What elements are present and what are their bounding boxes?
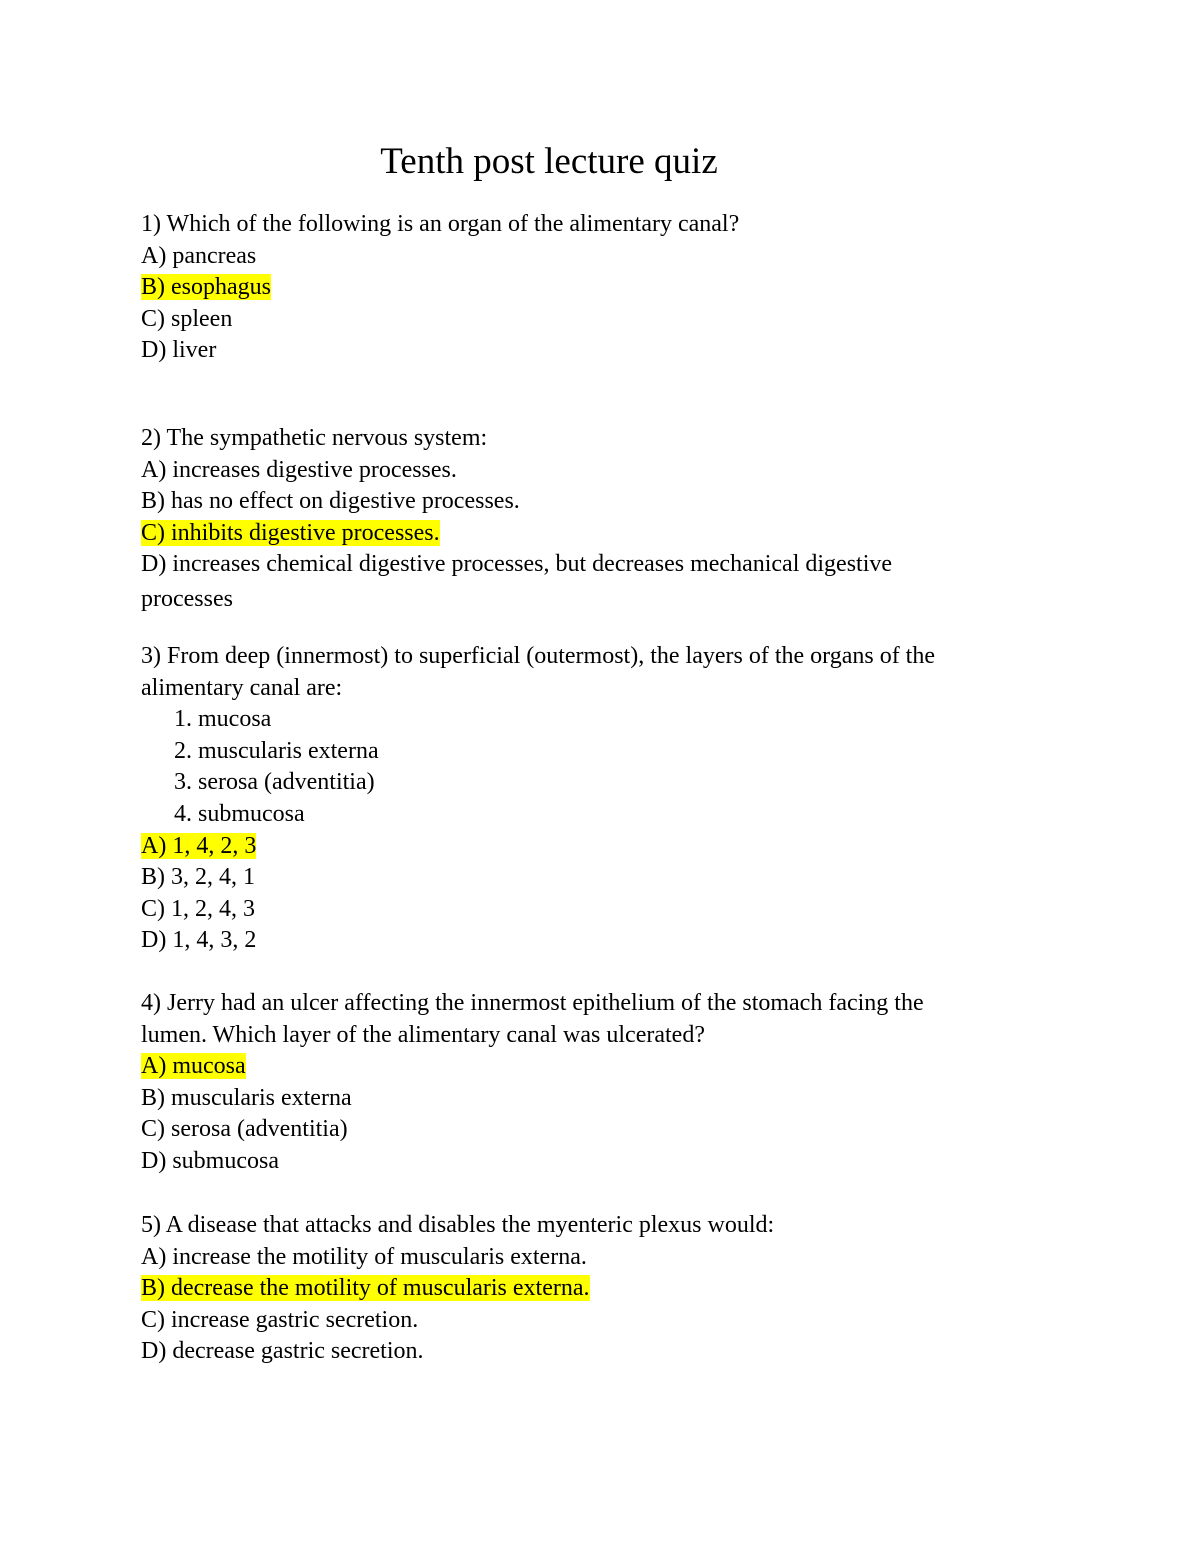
answer-option: A) increases digestive processes.: [141, 456, 457, 483]
answer-option: C) increase gastric secretion.: [141, 1306, 419, 1333]
question-stem: 2) The sympathetic nervous system:: [141, 425, 488, 451]
answer-option: D) liver: [141, 337, 217, 364]
question-stem: 5) A disease that attacks and disables the myenteric plexus would:: [141, 1212, 775, 1238]
answer-option: A) increase the motility of muscularis externa.: [141, 1243, 587, 1270]
answer-option-correct: B) esophagus: [141, 274, 271, 301]
question-stem: 3) From deep (innermost) to superficial (outermost), the layers of the organs of the: [141, 643, 936, 669]
question-3: [141, 641, 1081, 957]
answer-option: D) submucosa: [141, 1147, 279, 1174]
answer-option: C) 1, 2, 4, 3: [141, 895, 255, 922]
answer-option-continuation: processes: [141, 585, 233, 612]
question-2: [141, 423, 1081, 617]
answer-option: D) 1, 4, 3, 2: [141, 927, 257, 954]
numbered-list-item: 4. submucosa: [174, 800, 305, 827]
answer-option-correct: A) mucosa: [141, 1053, 246, 1080]
answer-option: C) spleen: [141, 305, 233, 332]
answer-option-correct: B) decrease the motility of muscularis externa.: [141, 1275, 590, 1302]
answer-option-correct: C) inhibits digestive processes.: [141, 519, 440, 546]
numbered-list-item: 3. serosa (adventitia): [174, 769, 375, 796]
answer-option-correct: A) 1, 4, 2, 3: [141, 832, 257, 859]
answer-option: B) has no effect on digestive processes.: [141, 488, 520, 515]
question-stem: 1) Which of the following is an organ of the alimentary canal?: [141, 211, 740, 237]
question-5: [141, 1210, 1081, 1368]
answer-option: D) increases chemical digestive processes, but decreases mechanical digestive: [141, 551, 893, 578]
answer-option: C) serosa (adventitia): [141, 1116, 348, 1143]
numbered-list-item: 1. mucosa: [174, 706, 272, 733]
page-title: Tenth post lecture quiz: [380, 141, 718, 182]
numbered-list-item: 2. muscularis externa: [174, 737, 379, 764]
question-4: [141, 988, 1081, 1178]
question-stem-continuation: alimentary canal are:: [141, 674, 343, 701]
question-stem: 4) Jerry had an ulcer affecting the innermost epithelium of the stomach facing the: [141, 990, 924, 1016]
answer-option: B) 3, 2, 4, 1: [141, 864, 255, 891]
answer-option: A) pancreas: [141, 242, 257, 269]
answer-option: D) decrease gastric secretion.: [141, 1338, 424, 1365]
question-1: [141, 209, 1081, 367]
question-stem-continuation: lumen. Which layer of the alimentary canal was ulcerated?: [141, 1021, 705, 1048]
answer-option: B) muscularis externa: [141, 1084, 352, 1111]
